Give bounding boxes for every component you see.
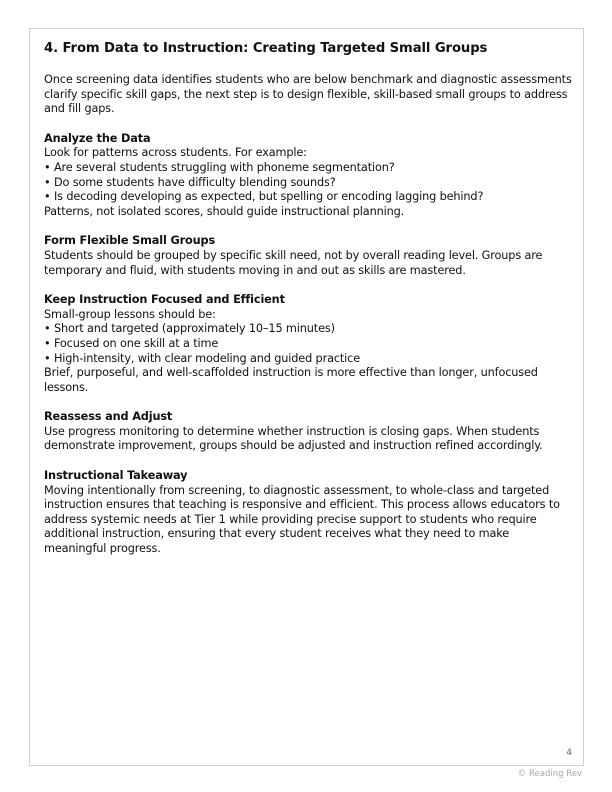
section-keep-instruction-focused (44, 293, 574, 395)
bullet-item: • Are several students struggling with phoneme segmentation? (44, 160, 395, 174)
section-analyze-data (44, 132, 574, 220)
document-body (44, 40, 574, 572)
page-number: 4 (566, 748, 572, 758)
section-heading: Keep Instruction Focused and Efficient (44, 293, 285, 307)
bullet-item: • High-intensity, with clear modeling and guided practice (44, 351, 361, 365)
intro-paragraph: Once screening data identifies students who are below benchmark and diagnostic assessments clarify specific skill gaps, the next step is to design flexible, skill-based small groups to address and fill gaps. (44, 73, 572, 116)
section-instructional-takeaway (44, 469, 574, 557)
bullet-item: • Do some students have difficulty blending sounds? (44, 175, 336, 189)
bullet-item: • Focused on one skill at a time (44, 336, 219, 350)
page-title: 4. From Data to Instruction: Creating Targeted Small Groups (44, 41, 488, 56)
section-line: Patterns, not isolated scores, should guide instructional planning. (44, 204, 405, 218)
section-heading: Reassess and Adjust (44, 410, 173, 424)
section-heading: Instructional Takeaway (44, 469, 188, 483)
section-form-groups (44, 234, 574, 278)
copyright-notice: © Reading Rev (517, 769, 582, 779)
section-line: Look for patterns across students. For example: (44, 146, 307, 160)
section-paragraph: Use progress monitoring to determine whether instruction is closing gaps. When students demonstrate improvement, groups should be adjusted and instruction refined accordingly. (44, 424, 543, 453)
bullet-item: • Is decoding developing as expected, but spelling or encoding lagging behind? (44, 190, 484, 204)
bullet-item: • Short and targeted (approximately 10–15 minutes) (44, 322, 335, 336)
section-paragraph: Moving intentionally from screening, to diagnostic assessment, to whole-class and targeted instruction ensures that teaching is responsive and efficient. This process allows educators to address systemic needs at Tier 1 while providing precise support to students who require additional instruction, ensuring that every student receives what they need to make meaningful progress. (44, 483, 560, 556)
section-reassess-adjust (44, 410, 574, 454)
section-heading: Analyze the Data (44, 131, 151, 145)
section-paragraph: Students should be grouped by specific skill need, not by overall reading level. Groups are temporary and fluid, with students moving in and out as skills are mastered. (44, 248, 543, 277)
section-heading: Form Flexible Small Groups (44, 234, 216, 248)
section-line: Small-group lessons should be: (44, 307, 216, 321)
section-paragraph: Brief, purposeful, and well-scaffolded instruction is more effective than longer, unfocused lessons. (44, 366, 538, 394)
